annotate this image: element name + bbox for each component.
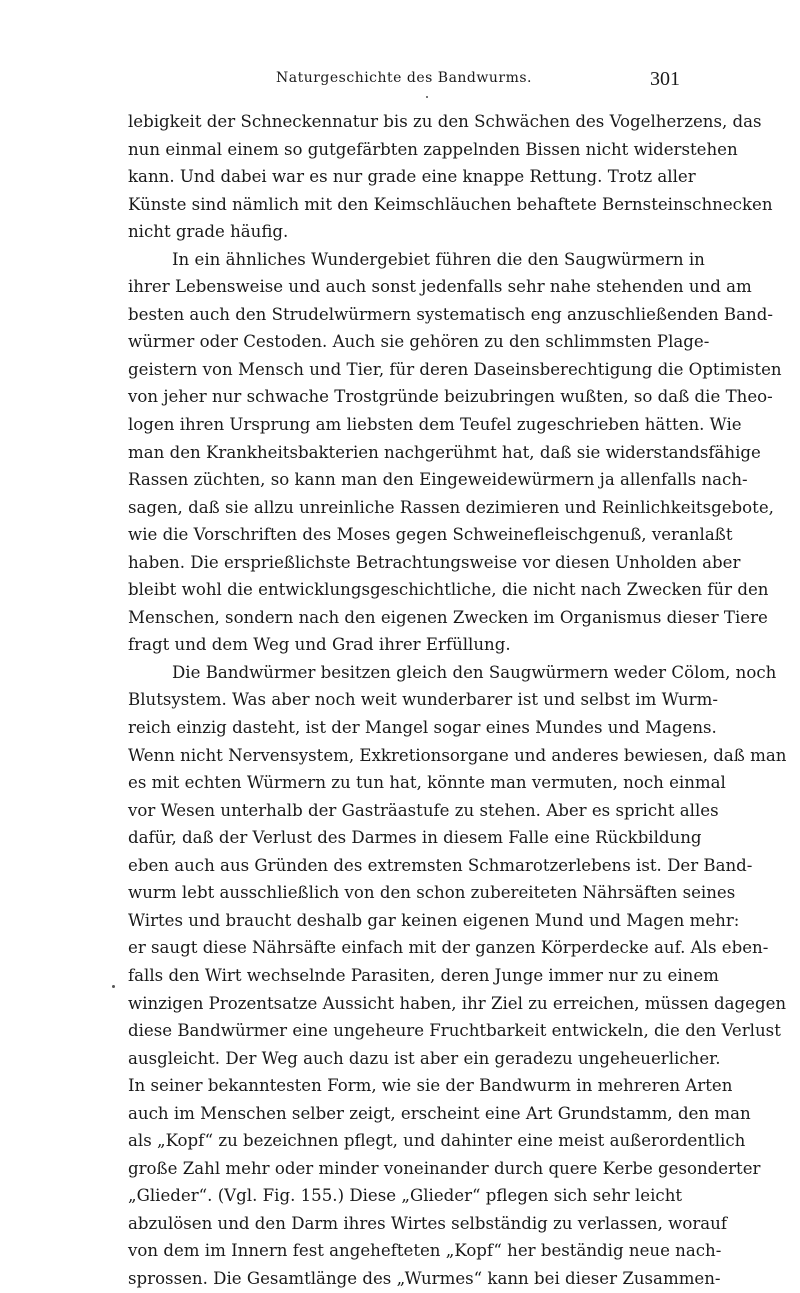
text-line: sagen, daß sie allzu unreinliche Rassen dezimieren und Reinlichkeitsgebote, <box>128 497 774 517</box>
text-line: von dem im Innern fest angehefteten „Kopf“ her beständig neue nach- <box>128 1241 722 1261</box>
text-line: auch im Menschen selber zeigt, erscheint eine Art Grundstamm, den man <box>128 1103 751 1123</box>
text-line: abzulösen und den Darm ihres Wirtes selbständig zu verlassen, worauf <box>128 1213 727 1233</box>
text-line: dafür, daß der Verlust des Darmes in diesem Falle eine Rückbildung <box>128 828 702 848</box>
text-line: „Glieder“. (Vgl. Fig. 155.) Diese „Glieder“ pflegen sich sehr leicht <box>128 1186 683 1206</box>
text-line: logen ihren Ursprung am liebsten dem Teufel zugeschrieben hätten. Wie <box>128 415 742 435</box>
text-line: lebigkeit der Schneckennatur bis zu den Schwächen des Vogelherzens, das <box>128 112 762 131</box>
body-text <box>128 108 787 1293</box>
text-line: kann. Und dabei war es nur grade eine knappe Rettung. Trotz aller <box>128 167 696 187</box>
text-line: Menschen, sondern nach den eigenen Zwecken im Organismus dieser Tiere <box>128 607 768 627</box>
text-line: Blutsystem. Was aber noch weit wunderbarer ist und selbst im Wurm- <box>128 690 718 710</box>
text-line: In seiner bekanntesten Form, wie sie der Bandwurm in mehreren Arten <box>128 1076 733 1096</box>
text-line: nun einmal einem so gutgefärbten zappelnden Bissen nicht widerstehen <box>128 139 738 159</box>
text-line: besten auch den Strudelwürmern systematisch eng anzuschließenden Band- <box>128 304 773 324</box>
text-line: als „Kopf“ zu bezeichnen pflegt, und dahinter eine meist außerordentlich <box>128 1131 746 1151</box>
text-line: würmer oder Cestoden. Auch sie gehören zu den schlimmsten Plage- <box>128 332 710 352</box>
text-line: eben auch aus Gründen des extremsten Schmarotzerlebens ist. Der Band- <box>128 855 753 875</box>
page-number: 301 <box>650 68 680 90</box>
text-line: diese Bandwürmer eine ungeheure Fruchtbarkeit entwickeln, die den Verlust <box>128 1021 781 1041</box>
running-head <box>128 68 680 98</box>
text-line: von jeher nur schwache Trostgründe beizubringen wußten, so daß die Theo- <box>128 387 773 407</box>
text-line: haben. Die ersprießlichste Betrachtungsweise vor diesen Unholden aber <box>128 552 741 572</box>
text-line: große Zahl mehr oder minder voneinander durch quere Kerbe gesonderter <box>128 1158 761 1178</box>
text-line: falls den Wirt wechselnde Parasiten, deren Junge immer nur zu einem <box>128 965 719 985</box>
running-title: Naturgeschichte des Bandwurms. <box>275 70 532 86</box>
text-line: geistern von Mensch und Tier, für deren Daseinsberechtigung die Optimisten <box>128 359 782 379</box>
text-line: er saugt diese Nährsäfte einfach mit der ganzen Körperdecke auf. Als eben- <box>128 938 769 958</box>
text-line: Die Bandwürmer besitzen gleich den Saugwürmern weder Cölom, noch <box>172 662 777 682</box>
text-line: reich einzig dasteht, ist der Mangel sogar eines Mundes und Magens. <box>128 718 717 738</box>
text-line: bleibt wohl die entwicklungsgeschichtliche, die nicht nach Zwecken für den <box>128 580 769 600</box>
text-line: es mit echten Würmern zu tun hat, könnte man vermuten, noch einmal <box>128 773 726 793</box>
text-line: sprossen. Die Gesamtlänge des „Wurmes“ kann bei dieser Zusammen- <box>128 1268 721 1288</box>
text-line: ausgleicht. Der Weg auch dazu ist aber ein geradezu ungeheuerlicher. <box>128 1048 721 1068</box>
text-line: Künste sind nämlich mit den Keimschläuchen behaftete Bernsteinschnecken <box>128 194 773 214</box>
text-line: Rassen züchten, so kann man den Eingeweidewürmern ja allenfalls nach- <box>128 470 748 490</box>
text-line: Wirtes und braucht deshalb gar keinen eigenen Mund und Magen mehr: <box>128 910 740 930</box>
text-line: vor Wesen unterhalb der Gasträastufe zu stehen. Aber es spricht alles <box>128 800 719 820</box>
text-line: wie die Vorschriften des Moses gegen Schweinefleischgenuß, veranlaßt <box>128 525 733 545</box>
text-line: nicht grade häufig. <box>128 222 289 242</box>
printing-speck <box>426 96 428 98</box>
text-line: ihrer Lebensweise und auch sonst jedenfalls sehr nahe stehenden und am <box>128 277 752 297</box>
text-line: fragt und dem Weg und Grad ihrer Erfüllung. <box>128 635 511 655</box>
text-line: Wenn nicht Nervensystem, Exkretionsorgane und anderes bewiesen, daß man <box>128 745 787 765</box>
text-line: man den Krankheitsbakterien nachgerühmt hat, daß sie widerstandsfähige <box>128 442 761 462</box>
printing-speck <box>112 985 115 988</box>
text-line: wurm lebt ausschließlich von den schon zubereiteten Nährsäften seines <box>128 883 736 903</box>
text-line: winzigen Prozentsatze Aussicht haben, ihr Ziel zu erreichen, müssen dagegen <box>128 993 787 1013</box>
text-line: In ein ähnliches Wundergebiet führen die den Saugwürmern in <box>172 249 705 269</box>
